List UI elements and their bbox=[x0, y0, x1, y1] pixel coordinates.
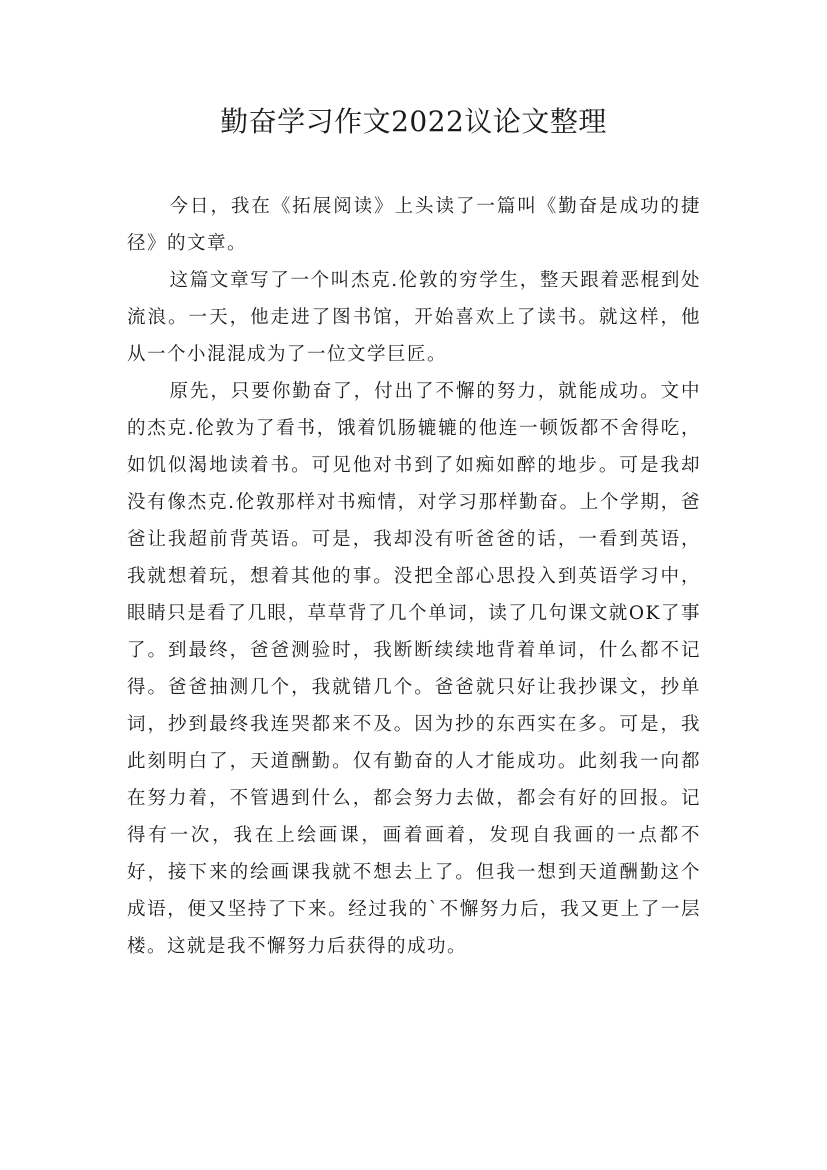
document-title: 勤奋学习作文2022议论文整理 bbox=[220, 105, 607, 138]
paragraph-2: 这篇文章写了一个叫杰克.伦敦的穷学生，整天跟着恶棍到处流浪。一天，他走进了图书馆，开始喜欢上了读书。就这样，他从一个小混混成为了一位文学巨匠。 bbox=[127, 270, 701, 365]
paragraph-3: 原先，只要你勤奋了，付出了不懈的努力，就能成功。文中的杰克.伦敦为了看书，饿着饥肠辘辘的他连一顿饭都不舍得吃，如饥似渴地读着书。可见他对书到了如痴如醉的地步。可是我却没有像杰克.伦敦那样对书痴情，对学习那样勤奋。上个学期，爸爸让我超前背英语。可是，我却没有听爸爸的话，一看到英语，我就想着玩，想着其他的事。没把全部心思投入到英语学习中，眼睛只是看了几眼，草草背了几个单词，读了几句课文就OK了事了。到最终，爸爸测验时，我断断续续地背着单词，什么都不记得。爸爸抽测几个，我就错几个。爸爸就只好让我抄课文，抄单词，抄到最终我连哭都来不及。因为抄的东西实在多。可是，我此刻明白了，天道酬勤。仅有勤奋的人才能成功。此刻我一向都在努力着，不管遇到什么，都会努力去做，都会有好的回报。记得有一次，我在上绘画课，画着画着，发现自我画的一点都不好，接下来的绘画课我就不想去上了。但我一想到天道酬勤这个成语，便又坚持了下来。经过我的`不懈努力后，我又更上了一层楼。这就是我不懈努力后获得的成功。 bbox=[127, 381, 701, 957]
paragraph-1: 今日，我在《拓展阅读》上头读了一篇叫《勤奋是成功的捷径》的文章。 bbox=[127, 196, 701, 254]
document-body bbox=[127, 188, 701, 965]
